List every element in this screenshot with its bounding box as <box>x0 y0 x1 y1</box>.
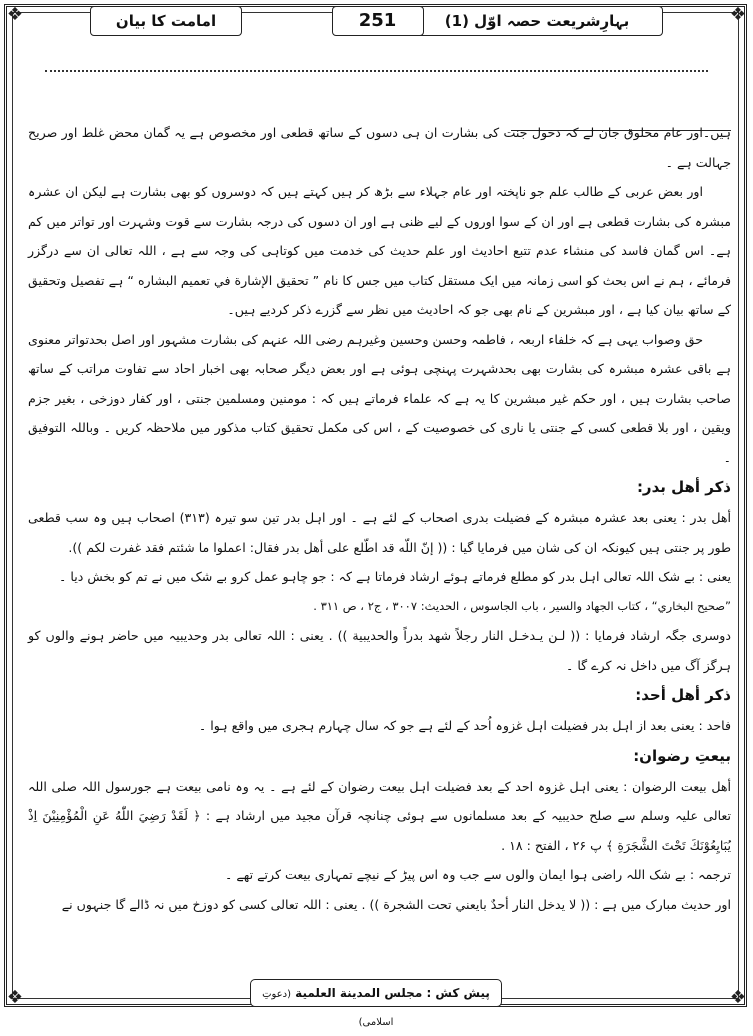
section-heading: ذکر أهل بدر: <box>636 478 731 496</box>
corner-ornament-icon: ❖ <box>6 987 24 1008</box>
paragraph: اور حدیث مبارک میں ہے : (( لا يدخل النار أحدٌ بايعني تحت الشجرة )) . یعنی : اللہ تعالی کسی کو دوزخ میں نہ ڈالے گا جنہوں نے <box>61 896 731 912</box>
chapter-title: امامت کا بیان <box>90 6 242 36</box>
header-divider <box>45 70 708 72</box>
paragraph: فاحد : یعنی بعد از اہل بدر فضیلت اہل غزوہ اُحد کے لئے ہے جو کہ سال چہارم ہجری میں واقع ہوا ۔ <box>198 718 731 733</box>
paragraph: ہیں۔اور عام مخلوق جان لے کہ دخول جنت کی بشارت ان ہی دسوں کے ساتھ قطعی اور مخصوص ہے یہ گمان محض غلط اور صریح جہالت ہے ۔ <box>28 125 731 170</box>
paragraph: اور بعض عربی کے طالب علم جو ناپختہ اور عام جہلاء سے بڑھ کر ہیں کہتے ہیں کہ دوسروں کو بھی بشارت ہے لیکن ان عشرہ مبشرہ کی بشارت قطعی ہے اور ان کے سوا اوروں کے لیے ظنی ہے اور ان دسوں کی درجہ بشارت سے قوت وشہرت اور تواتر میں کم ہے۔ اس گمان فاسد کی منشاء عدم تتبع احادیث اور علم حدیث کی خدمت میں کوتاہی کی وجہ سے ہے ، اللہ تعالی ان سے درگزر فرمائے ، ہم نے اس بحث کو اسی زمانہ میں ایک مستقل کتاب میں جس کا نام ” تحقيق الإشارة في تعميم البشاره “ ہے تفصیل وتحقیق کے ساتھ بیان کیا ہے ، اور مبشرین کے نام بھی جو کہ احادیث میں نظر سے گزرے ذکر کردیے ہیں۔ <box>28 184 731 317</box>
reference-line: ”صحيح البخاري“ ، كتاب الجهاد والسير ، باب الجاسوس ، الحديث: ۳۰۰۷ ، ج۲ ، ص ۳۱۱ . <box>313 598 731 613</box>
paragraph: أهل بيعت الرضوان : یعنی اہل غزوہ احد کے بعد فضیلت اہل بیعت رضوان کے لئے ہے ۔ یہ وہ نامی بیعت ہے جورسول اللہ صلی اللہ تعالی علیہ وسلم سے صلح حدیبیہ کے بعد مسلمانوں سے ہوئی چنانچہ قرآن مجید میں ارشاد ہے : ﴿ لَقَدْ رَضِيَ اللّٰهُ عَنِ الْمُؤْمِنِيْنَ اِذْ يُبَايِعُوْنَكَ تَحْتَ الشَّجَرَةِ ﴾ پ ۲۶ ، الفتح : ۱۸ . <box>28 778 731 853</box>
book-title: بہارِشریعت حصہ اوّل (1) <box>411 6 663 36</box>
page-header <box>90 6 663 36</box>
footer-label: پیش کش : <box>426 986 490 1000</box>
section-heading: بیعتِ رضوان: <box>633 746 731 765</box>
page-number: 251 <box>332 6 424 36</box>
paragraph: ترجمہ : بے شک اللہ راضی ہوا ایمان والوں سے جب وہ اس پیڑ کے نیچے تمہاری بیعت کرتے تھے ۔ <box>225 867 731 882</box>
corner-ornament-icon: ❖ <box>729 987 747 1008</box>
corner-ornament-icon: ❖ <box>6 4 24 25</box>
publisher-footer <box>250 979 502 1028</box>
section-heading: ذکر أهل أحد: <box>635 686 731 704</box>
paragraph: أهل بدر : یعنی بعد عشرہ مبشرہ کے فضیلت بدری اصحاب کے لئے ہے ۔ اور اہل بدر تین سو تیرہ (۳۱۳) اصحاب ہیں وہ سب قطعی طور پر جنتی ہیں کیونکہ ان کی شان میں فرمایا گیا : (( إنّ اللّه قد اطّلع على أهل بدر فقال: اعملوا ما شئتم فقد غفرت لكم )). <box>28 510 732 555</box>
corner-ornament-icon: ❖ <box>729 4 747 25</box>
paragraph: حق وصواب یہی ہے کہ خلفاء اربعہ ، فاطمہ وحسن وحسین وغیرہم رضی اللہ عنہم کی بشارت مشہور اور اصل بحدتواتر معنوی ہے باقی عشرہ مبشرہ کی بشارت بھی بحدشہرت پہنچی ہوئی ہے اور بعض دیگر صحابہ بھی اخبار احاد سے تفاوت مراتب کے ساتھ صاحب بشارت ہیں ، اور حکم غیر مبشرین کا یہ ہے کہ علماء فرماتے ہیں کہ : مومنین ومسلمین جنتی ، اور کفار دوزخی ، بغیر جزم ویقین ، اور بلا قطعی کسی کے جنتی یا ناری کی خصوصیت کے ، اس کی مکمل تحقیق کتاب مذکور میں ملاحظہ کریں ۔ وباللہ التوفیق ۔ <box>28 331 731 465</box>
footer-org: مجلس المدينة العلمية <box>295 986 423 1000</box>
page-body <box>28 118 731 919</box>
footer-sub: (دعوتِ اسلامی) <box>262 989 394 1028</box>
paragraph: یعنی : بے شک اللہ تعالی اہل بدر کو مطلع فرماتے ہوئے ارشاد فرماتا ہے کہ : جو چاہو عمل کرو بے شک میں نے تم کو بخش دیا ۔ <box>59 569 731 584</box>
paragraph: دوسری جگہ ارشاد فرمایا : (( لـن يـدخـل النار رجلاً شهد بدراً والحديبية )) . یعنی : اللہ تعالی بدر وحدیبیہ میں حاضر ہونے والوں کو ہرگز آگ میں داخل نہ کرے گا ۔ <box>28 628 731 673</box>
